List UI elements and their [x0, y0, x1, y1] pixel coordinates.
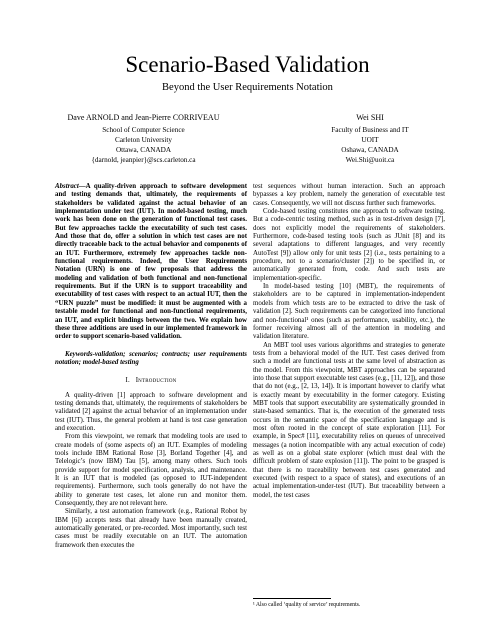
paper-subtitle: Beyond the User Requirements Notation	[162, 82, 333, 93]
paper-title: Scenario-Based Validation	[125, 52, 370, 77]
body-paragraph: From this viewpoint, we remark that modeling tools are used to create models of (some aspects of) an IUT. Examples of modeling tools include IBM Rational Rose [3], Borland Together [4], and Telelogic’s (now IBM) Tau [5], among many others. Such tools provide support for model specification, analysis, and maintenance. It is an IUT that is modeled (as opposed to IUT-independent requirements). Furthermore, such tools generally do not have the ability to generate test cases, let alone run and monitor them. Consequently, they are not relevant here.	[55, 433, 247, 508]
body-paragraph: test sequences without human interaction. Such an approach bypasses a key problem, namely the generation of executable test cases. Consequently, we will not discuss further such frameworks.	[253, 183, 445, 207]
author-department: Faculty of Business and IT	[331, 126, 409, 134]
body-paragraph: An MBT tool uses various algorithms and strategies to generate tests from a behavioral model of the IUT. Test cases derived from such a model are functional tests at the same level of abstraction as the model. From this viewpoint, MBT approaches can be separated into those that support executable test cases (e.g., [11, 12]), and those that do not (e.g., [2, 13, 14]). It is important however to clarify what is exactly meant by executability in the former category. Existing MBT tools that support executability are systematically grounded in state-based semantics. That is, the execution of the generated tests occurs in the semantic space of the specification language and is most often rooted in the concept of state exploration [11]. For example, in Spec# [11], executability relies on queues of unreceived messages (a notion incompatible with any actual execution of code) as well as on a global state explorer (which must deal with the difficult problem of state explosion [11]). The point to be grasped is that there is no traceability between test cases generated and executed (with respect to a space of states), and executions of an actual implementation-under-test (IUT). But traceability between a model, the test cases	[253, 341, 445, 499]
author-email: Wei.Shi@uoit.ca	[345, 156, 395, 164]
abstract-text: —A quality-driven approach to software development and testing demands that, ultimately, the requirements of stakeholders be validated against the actual behavior of an implementation under test (IUT). In model-based testing, much work has been done on the generation of functional test cases. But few approaches tackle the executability of such test cases. And those that do, offer a solution in which test cases are not directly traceable back to the actual behavior and components of an IUT. Furthermore, extremely few approaches tackle non-functional requirements. Indeed, the User Requirements Notation (URN) is one of few proposals that address the modeling and validation of both functional and non-functional requirements. But if the URN is to support traceability and executability of test cases with respect to an actual IUT, then the “URN puzzle” must be modified: it must be augmented with a testable model for functional and non-functional requirements, an IUT, and explicit bindings between the two. We explain how these three additions are used in our implemented framework in order to support scenario-based validation.	[55, 183, 247, 341]
left-column	[55, 183, 247, 550]
author-block-right	[270, 112, 470, 165]
section-title: Introduction	[135, 377, 177, 385]
right-column	[253, 183, 445, 500]
author-names: Dave ARNOLD and Jean-Pierre CORRIVEAU	[67, 113, 220, 122]
abstract	[55, 183, 247, 342]
author-email: {darnold, jeanpier}@scs.carleton.ca	[91, 156, 196, 164]
footnote-divider	[253, 598, 331, 599]
body-paragraph: Code-based testing constitutes one approach to software testing. But a code-centric testing method, such as in test-driven design [7], does not explicitly model the requirements of stakeholders. Furthermore, code-based testing tools (such as JUnit [8] and its several adaptations to different languages, and very recently AutoTest [9]) allow only for unit tests [2] (i.e., tests pertaining to a procedure, not to a scenario/cluster [2]) to be specified in, or automatically generated from, code. And such tests are implementation-specific.	[253, 208, 445, 282]
keywords	[55, 351, 247, 368]
body-paragraph: A quality-driven [1] approach to software development and testing demands that, ultimately, the requirements of stakeholders be validated [2] against the actual behavior of an implementation under test (IUT). Thus, the general problem at hand is test case generation and execution.	[55, 391, 247, 432]
footnote: ¹ Also called ‘quality of service’ requirements.	[253, 602, 361, 608]
body-paragraph: Similarly, a test automation framework (e.g., Rational Robot by IBM [6]) accepts tests that already have been manually created, automatically generated, or pre-recorded. Most importantly, such test cases must be readily executable on an IUT. The automation framework then executes the	[55, 508, 247, 549]
abstract-label: Abstract	[55, 183, 79, 190]
author-department: School of Computer Science	[102, 126, 185, 134]
author-university: Carleton University	[115, 136, 172, 144]
author-block-left	[36, 112, 251, 165]
section-number: I.	[125, 377, 130, 385]
keywords-text: scenarios; contracts; user requirements notation; model-based testing	[55, 350, 247, 366]
author-location: Ottawa, CANADA	[115, 146, 172, 154]
author-location: Oshawa, CANADA	[341, 146, 399, 154]
keywords-label: Keywords-validation;	[65, 350, 126, 358]
author-university: UOIT	[361, 136, 379, 144]
author-names: Wei SHI	[356, 113, 384, 122]
section-heading	[55, 377, 247, 385]
body-paragraph: In model-based testing [10] (MBT), the requirements of stakeholders are to be captured in implementation-independent models from which tests are to be extracted to drive the task of validation [2]. Such requirements can be categorized into functional and non-functional¹ ones (such as performance, usability, etc.), the former receiving almost all of the attention in modeling and validation literature.	[253, 283, 445, 341]
